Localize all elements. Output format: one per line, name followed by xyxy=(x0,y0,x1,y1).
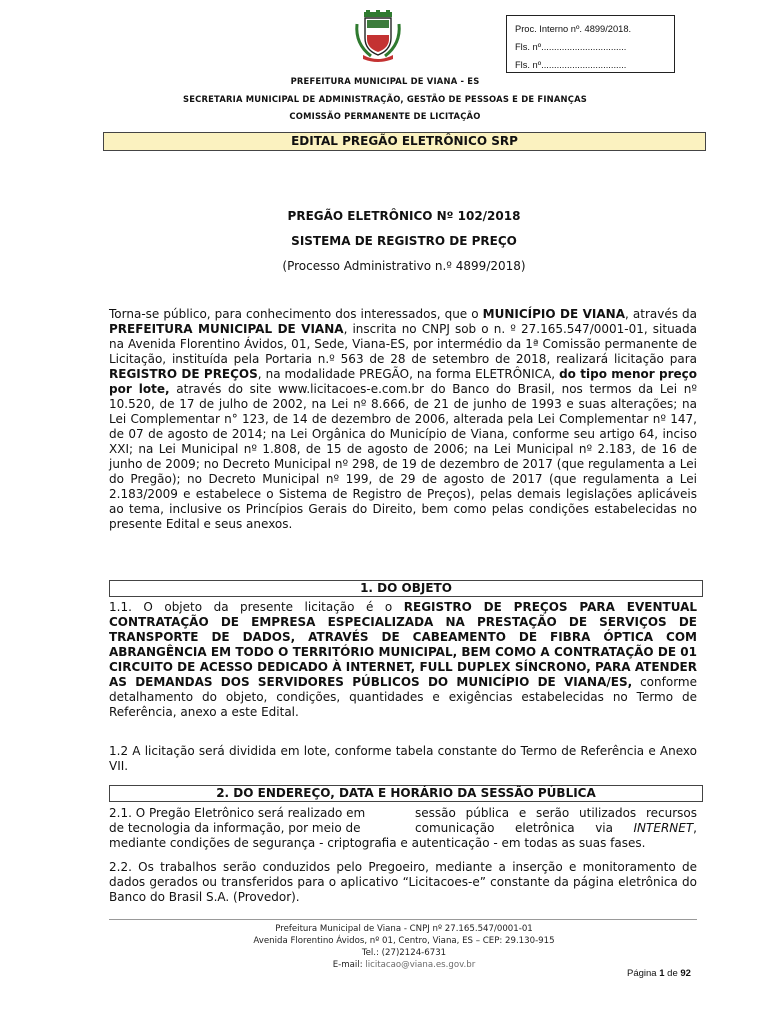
footer-phone: Tel.: (27)2124-6731 xyxy=(361,948,447,958)
header-secretaria: SECRETARIA MUNICIPAL DE ADMINISTRAÇÃO, GESTÃO DE PESSOAS E DE FINANÇAS xyxy=(182,94,588,104)
folio-field-1: Fls. nº................................. xyxy=(515,42,627,52)
section-1-paragraph-1: 1.1. O objeto da presente licitação é o REGISTRO DE PREÇOS PARA EVENTUAL CONTRATAÇÃO DE EMPRESA ESPECIALIZADA NA PRESTAÇÃO DE SERVIÇOS DE TRANSPORTE DE DADOS, ATRAVÉS DE CABEAMENTO DE FIBRA ÓPTICA COM ABRANGÊNCIA EM TODO O TERRITÓRIO MUNICIPAL, BEM COMO A CONTRATAÇÃO DE 01 CIRCUITO DE ACESSO DEDICADO À INTERNET, FULL DUPLEX SÍNCRONO, PARA ATENDER AS DEMANDAS DOS SERVIDORES PÚBLICOS DO MUNICÍPIO DE VIANA/ES, conforme detalhamento do objeto, condições, quantidades e exigências estabelecidas no Termo de Referência, anexo a este Edital. xyxy=(109,600,698,719)
section-2-paragraph-1: 2.1. O Pregão Eletrônico será realizado em sessão pública e serão utilizados recursos de tecnologia da informação, por meio de comunicação eletrônica via INTERNET, mediante condições de segurança - criptografia e autenticação - em todas as suas fases. xyxy=(109,806,697,850)
processo-administrativo: (Processo Administrativo n.º 4899/2018) xyxy=(282,259,526,273)
pregao-number: PREGÃO ELETRÔNICO Nº 102/2018 xyxy=(287,209,521,223)
section-1-paragraph-2: 1.2 A licitação será dividida em lote, conforme tabela constante do Termo de Referência e Anexo VII. xyxy=(109,744,697,773)
folio-field-2: Fls. nº................................. xyxy=(515,60,627,70)
municipal-crest-icon xyxy=(353,10,403,64)
section-2-paragraph-2: 2.2. Os trabalhos serão conduzidos pelo Pregoeiro, mediante a inserção e monitoramento de dados gerados ou transferidos para o aplicativo “Licitacoes-e” constante da página eletrônica do Banco do Brasil S.A. (Provedor). xyxy=(109,860,697,904)
process-info-box xyxy=(506,15,675,73)
edital-title: EDITAL PREGÃO ELETRÔNICO SRP xyxy=(103,132,706,151)
footer-email: E-mail: licitacao@viana.es.gov.br xyxy=(332,960,476,970)
page-number: Página 1 de 92 xyxy=(627,968,691,979)
section-1-title: 1. DO OBJETO xyxy=(109,580,703,597)
footer-divider xyxy=(109,919,697,920)
sistema-registro: SISTEMA DE REGISTRO DE PREÇO xyxy=(291,234,517,248)
email-link[interactable]: licitacao@viana.es.gov.br xyxy=(365,960,476,970)
header-prefeitura: PREFEITURA MUNICIPAL DE VIANA - ES xyxy=(290,76,480,86)
footer-cnpj: Prefeitura Municipal de Viana - CNPJ nº 27.165.547/0001-01 xyxy=(275,924,533,934)
section-2-title: 2. DO ENDEREÇO, DATA E HORÁRIO DA SESSÃO PÚBLICA xyxy=(109,785,703,802)
intro-paragraph: Torna-se público, para conhecimento dos interessados, que o MUNICÍPIO DE VIANA, através da PREFEITURA MUNICIPAL DE VIANA, inscrita no CNPJ sob o n. º 27.165.547/0001-01, situada na Avenida Florentino Ávidos, 01, Sede, Viana-ES, por intermédio da 1ª Comissão permanente de Licitação, instituída pela Portaria n.º 563 de 28 de setembro de 2018, realizará licitação para REGISTRO DE PREÇOS, na modalidade PREGÃO, na forma ELETRÔNICA, do tipo menor preço por lote, através do site www.licitacoes-e.com.br do Banco do Brasil, nos termos da Lei nº 10.520, de 17 de julho de 2002, na Lei nº 8.666, de 21 de junho de 1993 e suas alterações; na Lei Complementar n° 123, de 14 de dezembro de 2006, alterada pela Lei Complementar nº 147, de 07 de agosto de 2014; na Lei Orgânica do Município de Viana, conforme seu artigo 64, inciso XXI; na Lei Municipal nº 1.808, de 15 de agosto de 2006; na Lei Municipal nº 2.183, de 16 de junho de 2009; no Decreto Municipal nº 298, de 19 de dezembro de 2017 (que regulamenta a Lei do Pregão); no Decreto Municipal nº 199, de 29 de agosto de 2017 (que regulamenta a Lei 2.183/2009 e estabelece o Sistema de Registro de Preços), pelas demais legislações aplicáveis ao tema, inclusive os Princípios Gerais do Direito, bem como pelas condições estabelecidas no presente Edital e seus anexos. xyxy=(109,307,698,531)
footer-address: Avenida Florentino Ávidos, nº 01, Centro, Viana, ES – CEP: 29.130-915 xyxy=(253,936,555,946)
header-comissao: COMISSÃO PERMANENTE DE LICITAÇÃO xyxy=(289,111,481,121)
process-number: Proc. Interno nº. 4899/2018. xyxy=(515,24,632,34)
